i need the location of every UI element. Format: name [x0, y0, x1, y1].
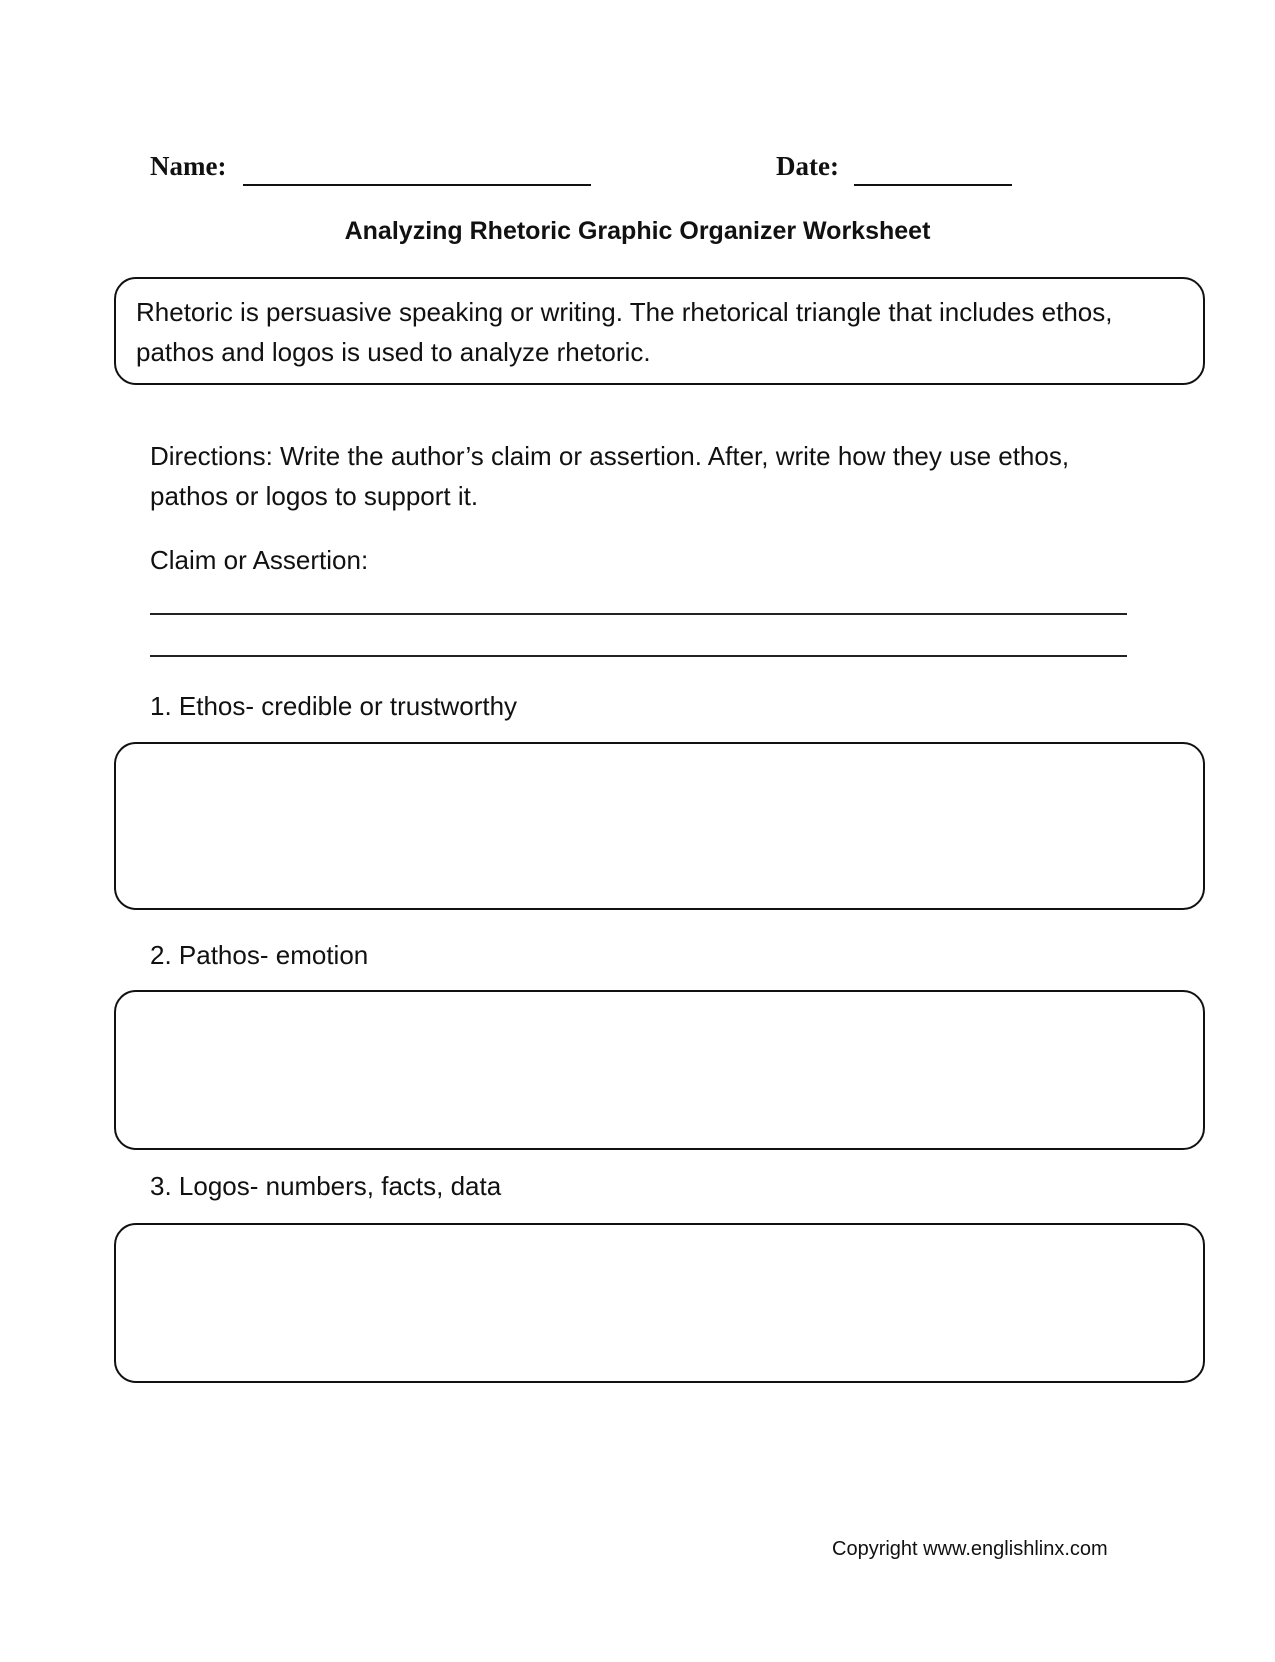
directions-text: Directions: Write the author’s claim or assertion. After, write how they use ethos, pathos or logos to support it. [150, 441, 1070, 511]
name-blank-line [243, 184, 591, 186]
intro-box [114, 277, 1205, 385]
copyright-notice: Copyright www.englishlinx.com [832, 1538, 1108, 1560]
logos-prompt: 3. Logos- numbers, facts, data [150, 1171, 502, 1201]
intro-text: Rhetoric is persuasive speaking or writing. The rhetorical triangle that includes ethos, pathos and logos is used to analyze rhetoric. [136, 297, 1113, 367]
name-label: Name: [150, 151, 227, 181]
claim-writing-line-2 [150, 655, 1127, 657]
date-label: Date: [776, 151, 839, 181]
page-title: Analyzing Rhetoric Graphic Organizer Worksheet [344, 217, 931, 245]
pathos-prompt: 2. Pathos- emotion [150, 940, 369, 970]
date-blank-line [854, 184, 1012, 186]
ethos-prompt: 1. Ethos- credible or trustworthy [150, 691, 518, 721]
claim-label: Claim or Assertion: [150, 545, 369, 575]
pathos-answer-box [114, 990, 1205, 1150]
logos-answer-box [114, 1223, 1205, 1383]
claim-writing-line-1 [150, 613, 1127, 615]
ethos-answer-box [114, 742, 1205, 910]
